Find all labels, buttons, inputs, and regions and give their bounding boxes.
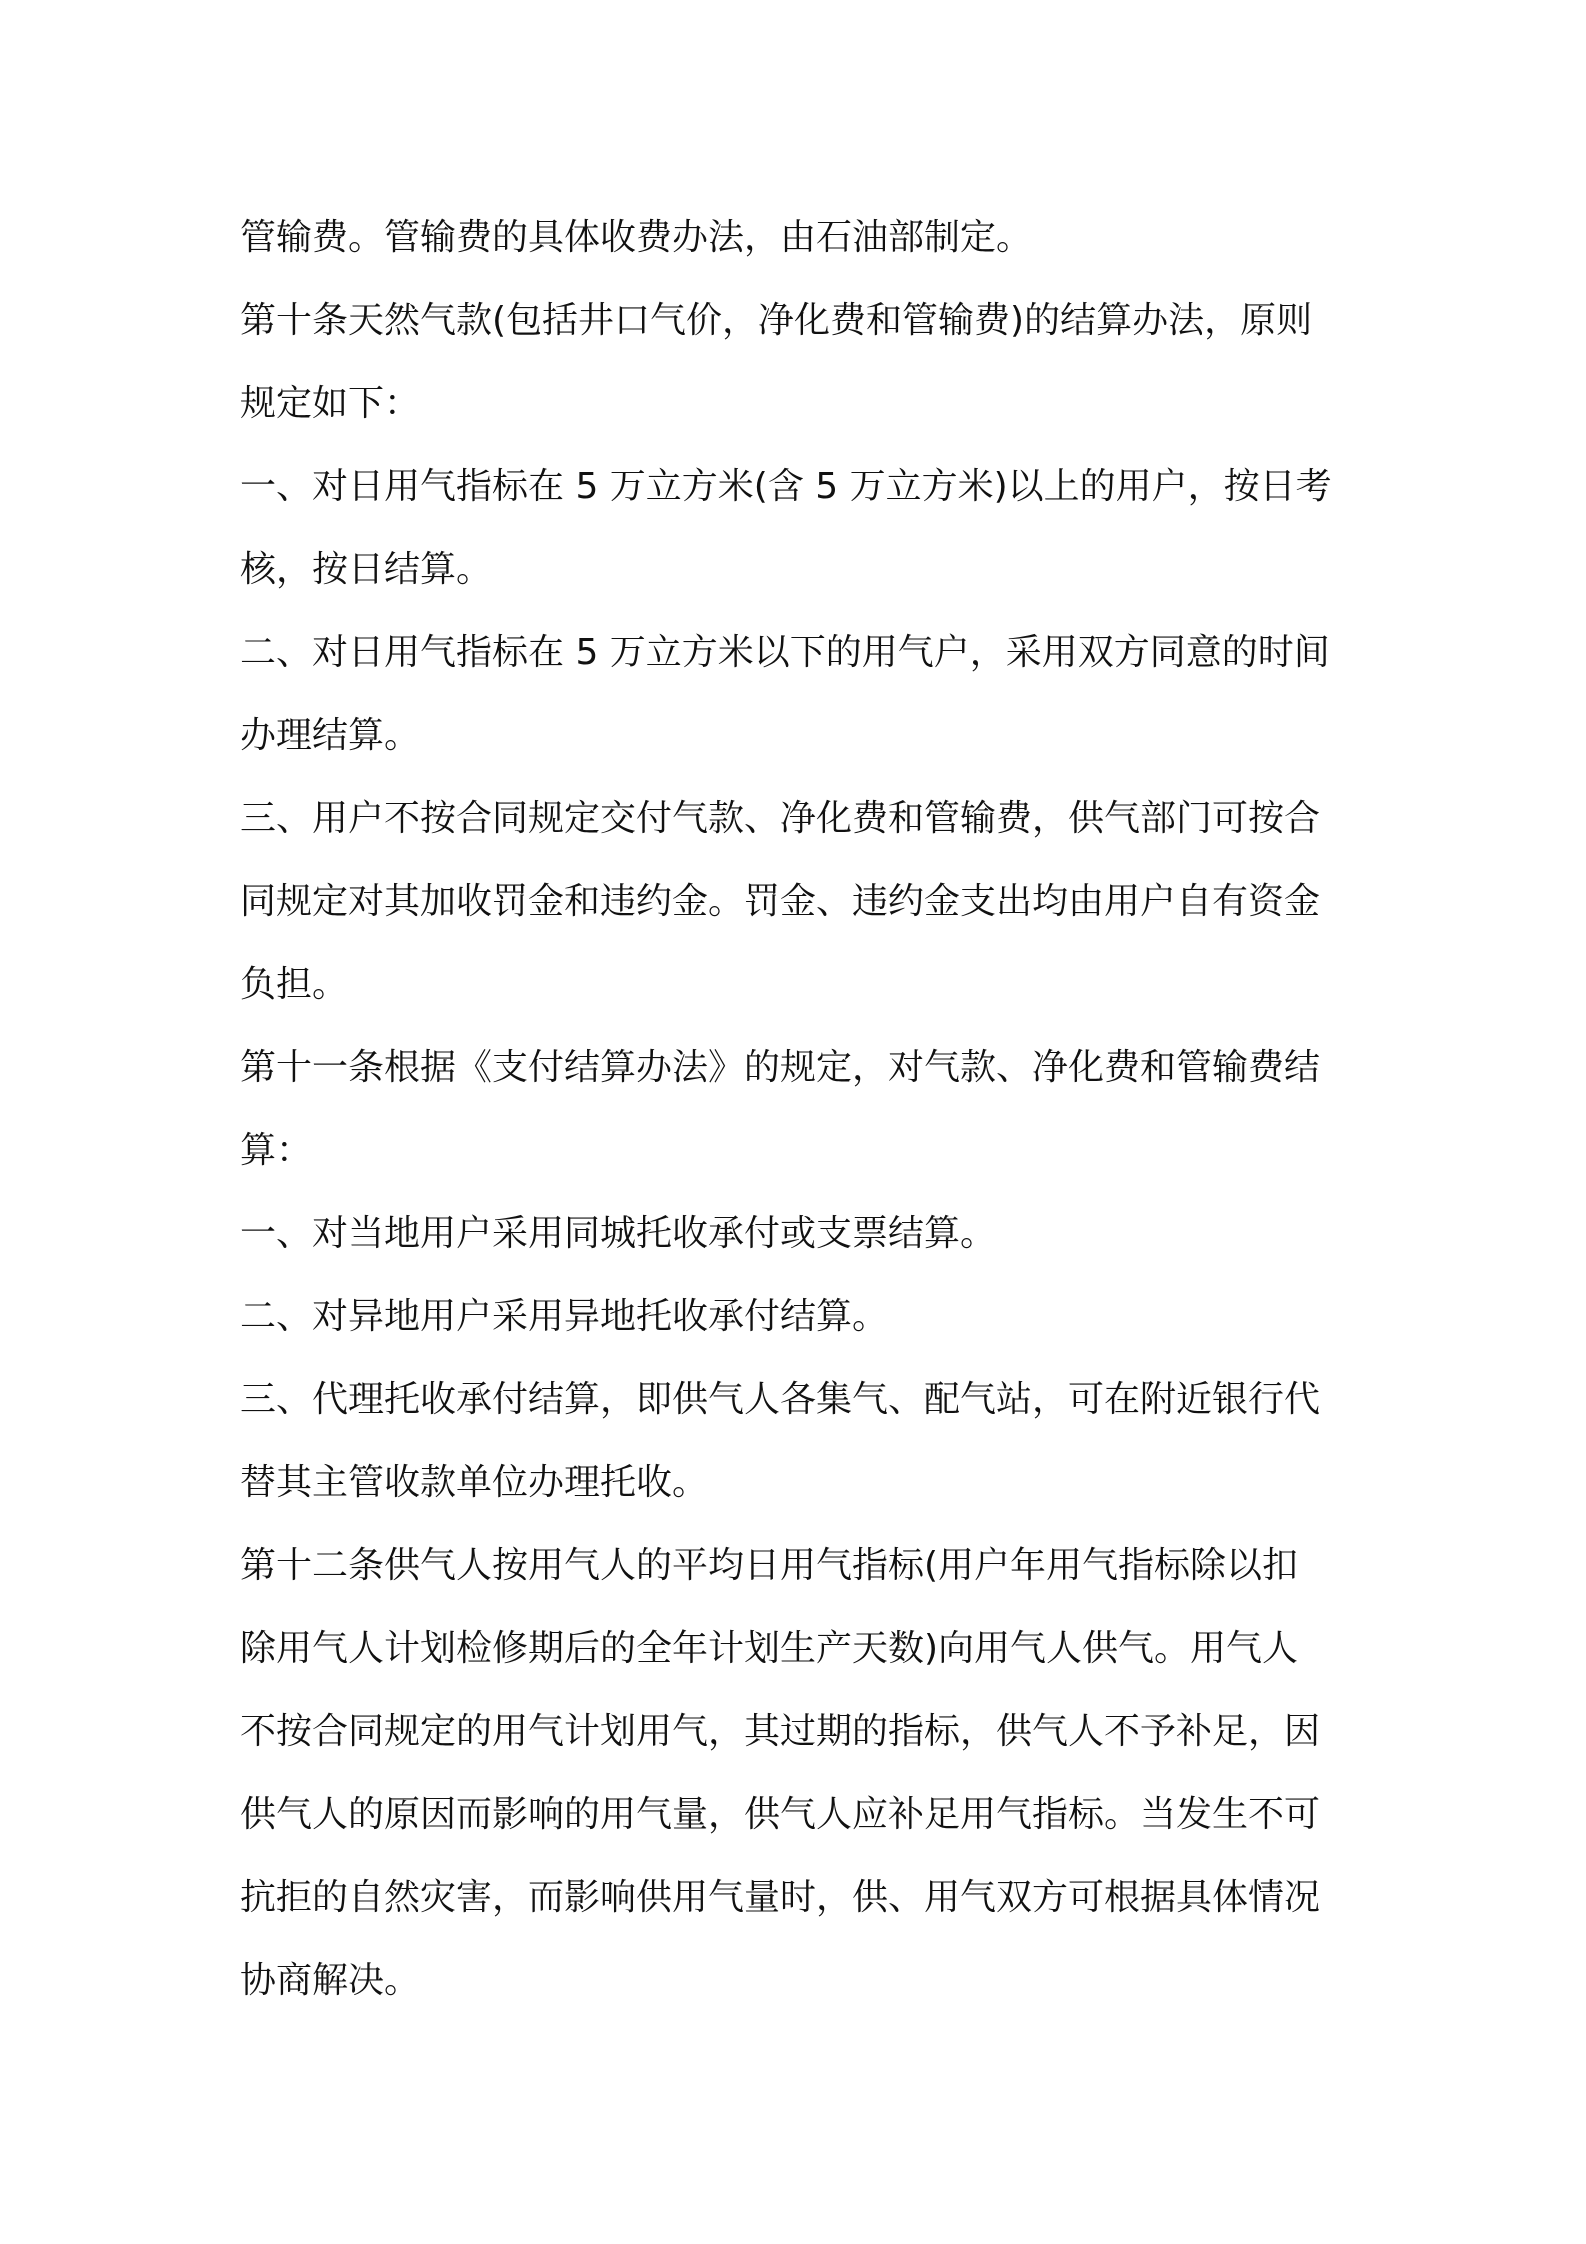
text-line: 第十二条供气人按用气人的平均日用气指标(用户年用气指标除以扣 [240,1545,1299,1586]
text-line: 第十一条根据《支付结算办法》的规定，对气款、净化费和管输费结 [240,1047,1321,1088]
text-line: 一、对日用气指标在 5 万立方米(含 5 万立方米)以上的用户，按日考 [240,466,1332,507]
text-line: 同规定对其加收罚金和违约金。罚金、违约金支出均由用户自有资金 [240,881,1321,922]
text-line: 管输费。管输费的具体收费办法，由石油部制定。 [240,217,1033,258]
text-line: 算： [240,1130,313,1171]
text-line: 办理结算。 [240,715,421,756]
text-line: 核，按日结算。 [240,549,493,590]
text-line: 规定如下： [240,383,421,424]
text-line: 抗拒的自然灾害，而影响供用气量时，供、用气双方可根据具体情况 [240,1877,1321,1918]
text-line: 替其主管收款单位办理托收。 [240,1462,709,1503]
text-line: 二、对日用气指标在 5 万立方米以下的用气户，采用双方同意的时间 [240,632,1330,673]
document-body [240,196,1360,2022]
text-line: 二、对异地用户采用异地托收承付结算。 [240,1296,889,1337]
text-line: 三、用户不按合同规定交付气款、净化费和管输费，供气部门可按合 [240,798,1321,839]
text-line: 供气人的原因而影响的用气量，供气人应补足用气指标。当发生不可 [240,1794,1321,1835]
text-line: 负担。 [240,964,349,1005]
text-line: 第十条天然气款(包括井口气价，净化费和管输费)的结算办法，原则 [240,300,1313,341]
text-line: 协商解决。 [240,1960,421,2001]
text-line: 除用气人计划检修期后的全年计划生产天数)向用气人供气。用气人 [240,1628,1299,1669]
text-line: 三、代理托收承付结算，即供气人各集气、配气站，可在附近银行代 [240,1379,1321,1420]
text-line: 一、对当地用户采用同城托收承付或支票结算。 [240,1213,997,1254]
text-line: 不按合同规定的用气计划用气，其过期的指标，供气人不予补足，因 [240,1711,1321,1752]
